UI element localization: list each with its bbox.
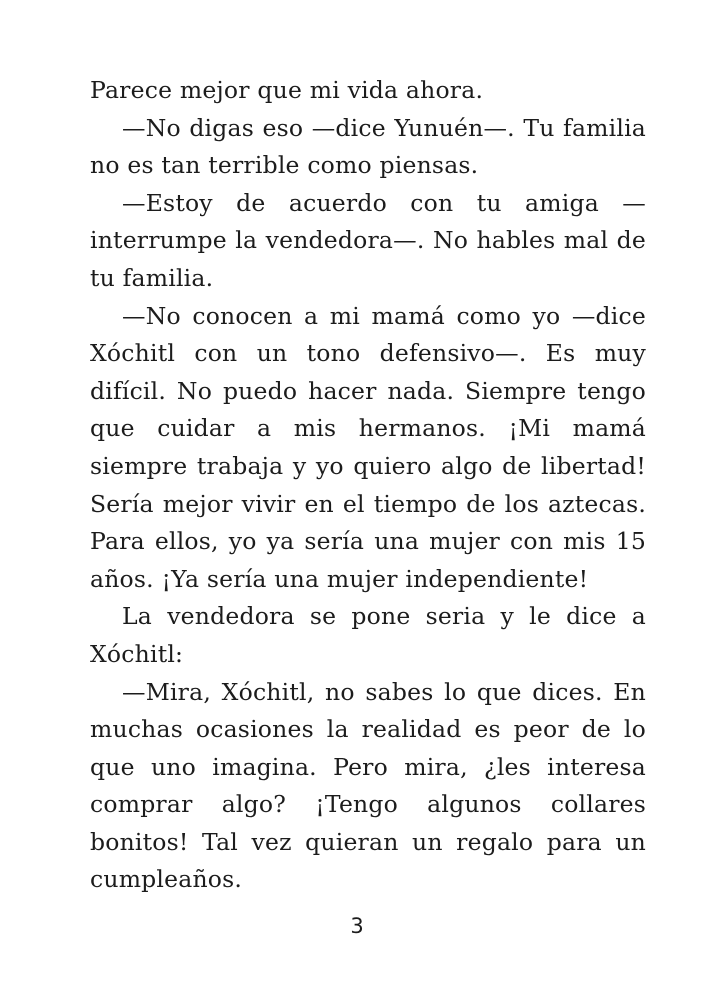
page-number: 3 — [350, 914, 364, 938]
paragraph-6: —Mira, Xóchitl, no sabes lo que dices. En muchas ocasiones la realidad es peor de lo que uno imagina. Pero mira, ¿les interesa comprar algo? ¡Tengo algunos collares bonitos! Tal vez quieran un regalo para un cumpleaños. — [90, 677, 646, 894]
paragraph-1: Parece mejor que mi vida ahora. — [90, 76, 484, 104]
paragraph-4: —No conocen a mi mamá como yo —dice Xóchitl con un tono defensivo—. Es muy difícil. No puedo hacer nada. Siempre tengo que cuidar a mis hermanos. ¡Mi mamá siempre trabaja y yo quiero algo de libertad! Sería mejor vivir en el tiempo de los aztecas. Para ellos, yo ya sería una mujer con mis 15 años. ¡Ya sería una mujer independiente! — [90, 301, 646, 593]
paragraph-3: —Estoy de acuerdo con tu amiga —interrumpe la vendedora—. No hables mal de tu familia. — [90, 188, 646, 292]
paragraph-5: La vendedora se pone seria y le dice a Xóchitl: — [90, 602, 646, 668]
paragraph-2: —No digas eso —dice Yunuén—. Tu familia no es tan terrible como piensas. — [90, 113, 646, 180]
body-text — [90, 72, 646, 899]
